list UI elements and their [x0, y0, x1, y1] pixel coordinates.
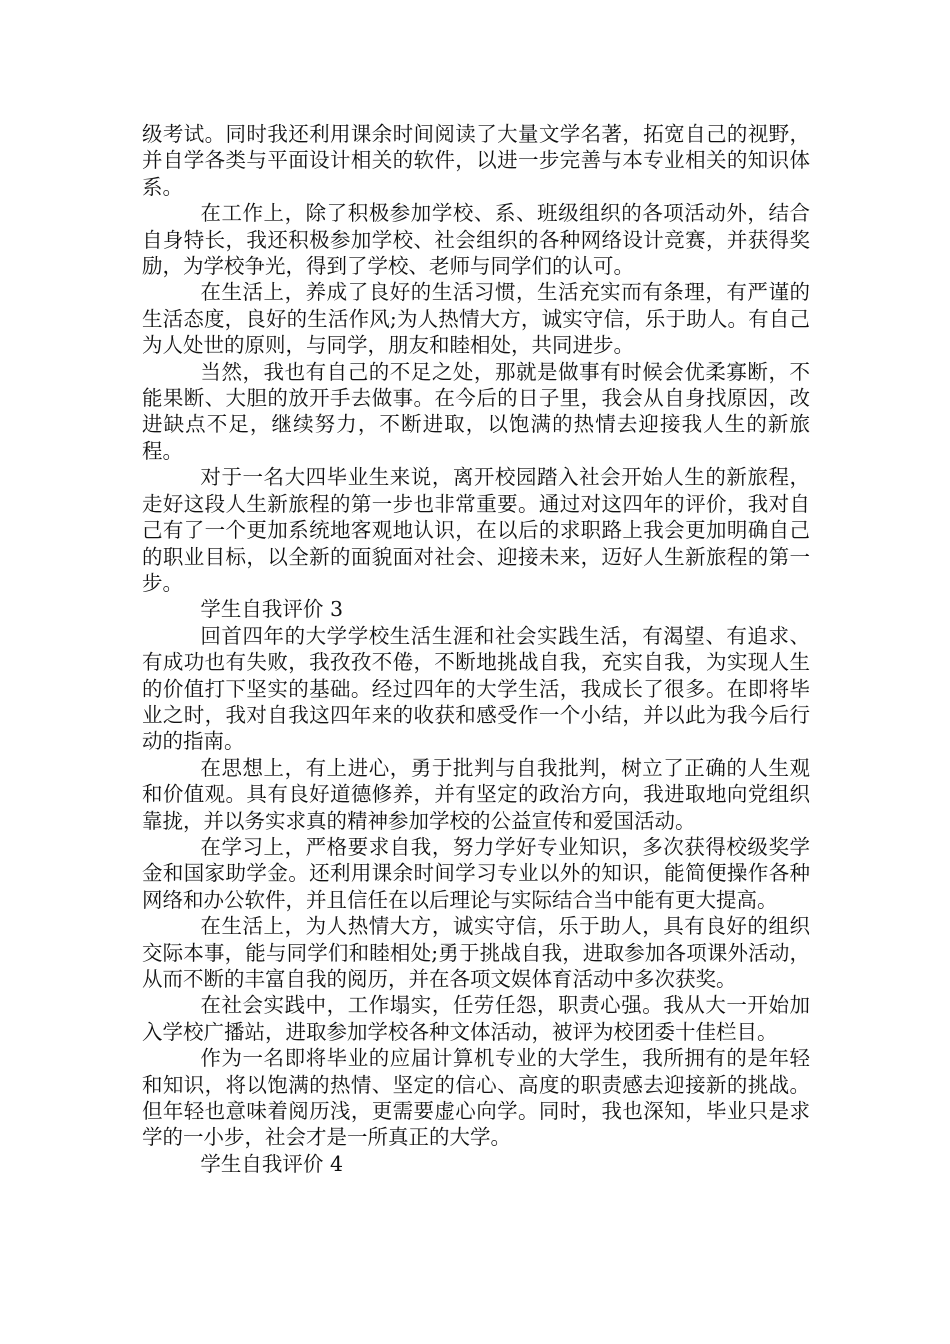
paragraph-review: 回首四年的大学学校生活生涯和社会实践生活，有渴望、有追求、有成功也有失败，我孜孜不倦，不断地挑战自我，充实自我，为实现人生的价值打下坚实的基础。经过四年的大学生活，我成长了很多。在即将毕业之时，我对自我这四年来的收获和感受作一个小结，并以此为我今后行动的指南。 — [142, 623, 810, 754]
paragraph-thought: 在思想上，有上进心，勇于批判与自我批判，树立了正确的人生观和价值观。具有良好道德修养，并有坚定的政治方向，我进取地向党组织靠拢，并以务实求真的精神参加学校的公益宣传和爱国活动。 — [142, 755, 810, 833]
paragraph-study: 在学习上，严格要求自我，努力学好专业知识，多次获得校级奖学金和国家助学金。还利用课余时间学习专业以外的知识，能简便操作各种网络和办公软件，并且信任在以后理论与实际结合当中能有更大提高。 — [142, 834, 810, 912]
paragraph-conclusion: 对于一名大四毕业生来说，离开校园踏入社会开始人生的新旅程，走好这段人生新旅程的第一步也非常重要。通过对这四年的评价，我对自己有了一个更加系统地客观地认识，在以后的求职路上我会更加明确自己的职业目标，以全新的面貌面对社会、迎接未来，迈好人生新旅程的第一步。 — [142, 465, 810, 595]
paragraph-graduate: 作为一名即将毕业的应届计算机专业的大学生，我所拥有的是年轻和知识，将以饱满的热情、坚定的信心、高度的职责感去迎接新的挑战。但年轻也意味着阅历浅，更需要虚心向学。同时，我也深知，毕业只是求学的一小步，社会才是一所真正的大学。 — [142, 1046, 810, 1150]
document-page — [142, 121, 810, 1177]
paragraph-continuation: 级考试。同时我还利用课余时间阅读了大量文学名著，拓宽自己的视野，并自学各类与平面设计相关的软件，以进一步完善与本专业相关的知识体系。 — [142, 122, 810, 199]
paragraph-life: 在生活上，养成了良好的生活习惯，生活充实而有条理，有严谨的生活态度，良好的生活作风;为人热情大方，诚实守信，乐于助人。有自己为人处世的原则，与同学，朋友和睦相处，共同进步。 — [142, 280, 810, 358]
paragraph-life-2: 在生活上，为人热情大方，诚实守信，乐于助人，具有良好的组织交际本事，能与同学们和睦相处;勇于挑战自我，进取参加各项课外活动，从而不断的丰富自我的阅历，并在各项文娱体育活动中多次获奖。 — [142, 914, 810, 991]
section-heading-4: 学生自我评价 4 — [200, 1151, 343, 1176]
section-heading-3: 学生自我评价 3 — [200, 597, 343, 622]
paragraph-shortcomings: 当然，我也有自己的不足之处，那就是做事有时候会优柔寡断，不能果断、大胆的放开手去做事。在今后的日子里，我会从自身找原因，改进缺点不足，继续努力，不断进取，以饱满的热情去迎接我人生的新旅程。 — [142, 359, 810, 463]
paragraph-work: 在工作上，除了积极参加学校、系、班级组织的各项活动外，结合自身特长，我还积极参加学校、社会组织的各种网络设计竞赛，并获得奖励，为学校争光，得到了学校、老师与同学们的认可。 — [142, 201, 810, 279]
paragraph-practice: 在社会实践中，工作塌实，任劳任怨，职责心强。我从大一开始加入学校广播站，进取参加学校各种文体活动，被评为校团委十佳栏目。 — [142, 993, 810, 1044]
